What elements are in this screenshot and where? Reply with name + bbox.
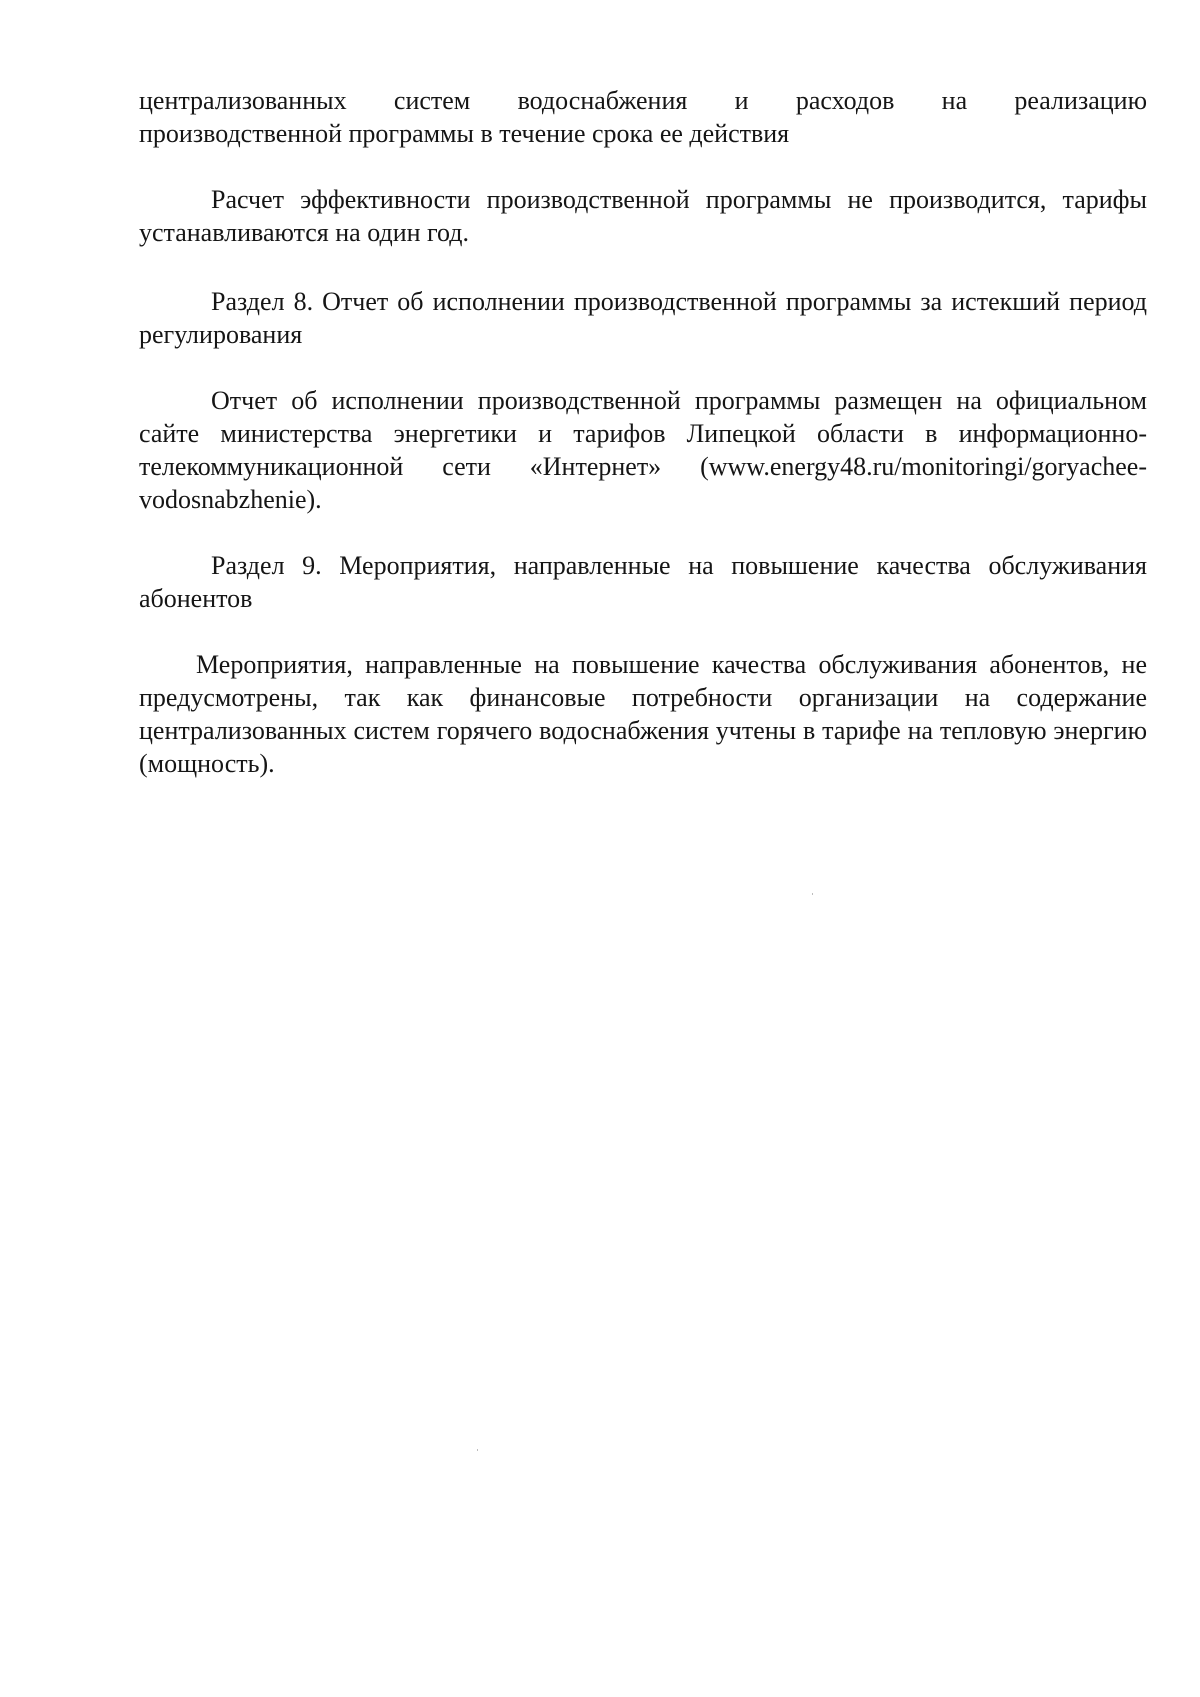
spacer [139, 615, 1147, 648]
spacer [139, 249, 1147, 285]
section-8-heading: Раздел 8. Отчет об исполнении производственной программы за истекший период регулирования [139, 287, 1147, 349]
efficiency-paragraph: Расчет эффективности производственной программы не производится, тарифы устанавливаются на один год. [139, 185, 1147, 247]
intro-paragraph-line1: централизованных систем водоснабжения и расходов на реализацию [139, 86, 1147, 115]
intro-paragraph-line2: производственной программы в течение срока ее действия [139, 119, 790, 148]
scan-speck [477, 1449, 478, 1451]
section-8-body: Отчет об исполнении производственной программы размещен на официальном сайте министерства энергетики и тарифов Липецкой области в информационно-телекоммуникационной сети «Интернет» (www.energy48.ru/monitoringi/goryachee-vodosnabzhenie). [139, 386, 1147, 514]
spacer [139, 516, 1147, 549]
section-9-body: Мероприятия, направленные на повышение качества обслуживания абонентов, не предусмотрены, так как финансовые потребности организации на содержание централизованных систем горячего водоснабжения учтены в тарифе на тепловую энергию (мощность). [139, 650, 1147, 778]
section-9-heading: Раздел 9. Мероприятия, направленные на повышение качества обслуживания абонентов [139, 551, 1147, 613]
document-body [139, 84, 1147, 780]
spacer [139, 351, 1147, 384]
spacer [139, 150, 1147, 183]
scan-speck [812, 893, 813, 895]
